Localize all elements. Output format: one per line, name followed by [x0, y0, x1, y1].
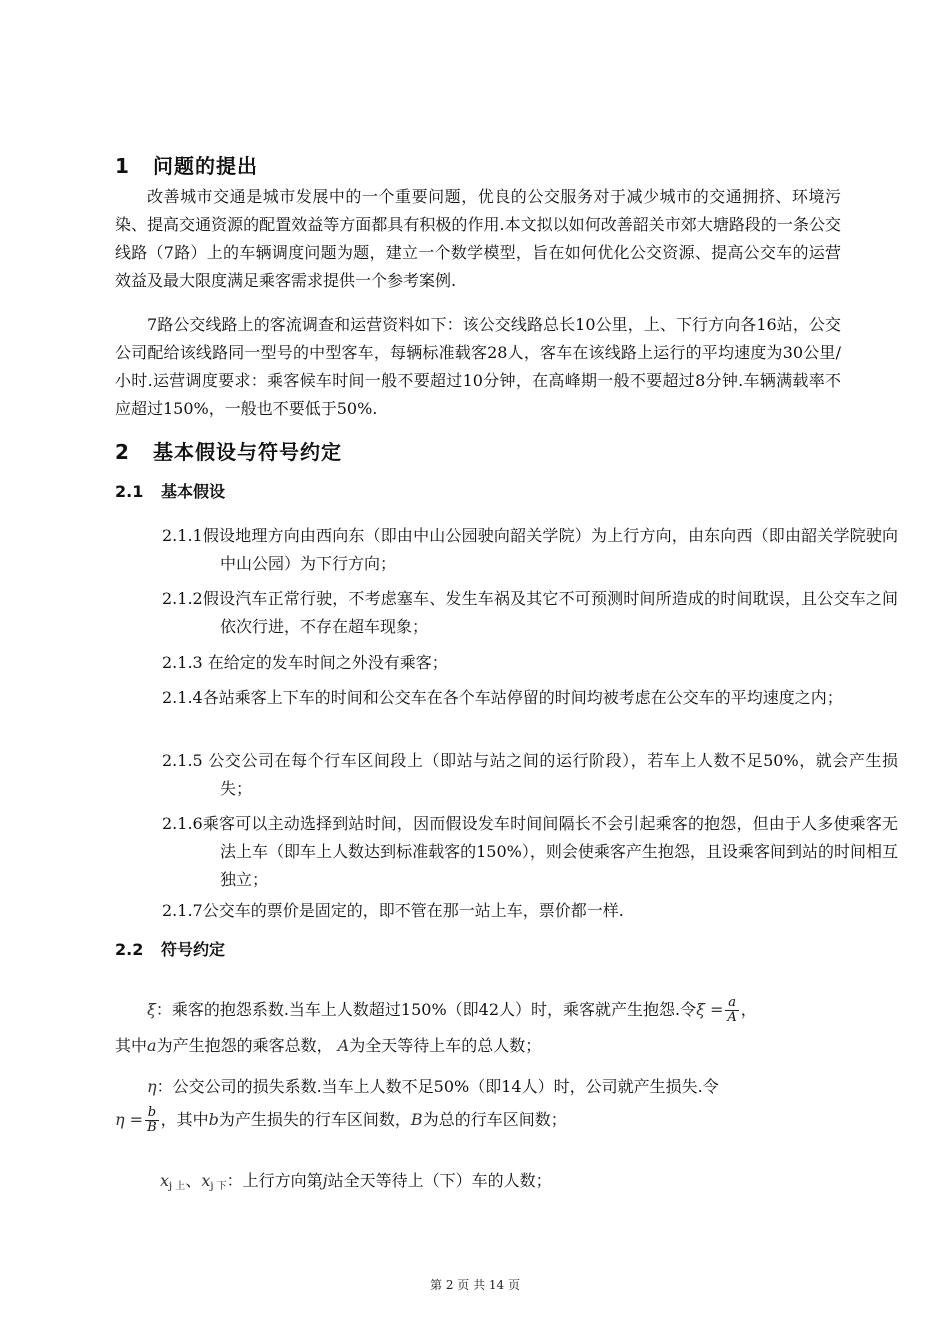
paragraph-intro: 改善城市交通是城市发展中的一个重要问题，优良的公交服务对于减少城市的交通拥挤、环境污染、提高交通资源的配置效益等方面都具有积极的作用.本文拟以如何改善韶关市郊大塘路段的一条公交线路（7路）上的车辆调度问题为题，建立一个数学模型，旨在如何优化公交资源、提高公交车的运营效益及最大限度满足乘客需求提供一个参考案例. [115, 187, 841, 290]
symbol-x-up: x [160, 1171, 170, 1190]
assumption-text: 公交车的票价是固定的，即不管在那一站上车，票价都一样. [202, 901, 624, 920]
punctuation: ， [740, 1000, 757, 1019]
subscript-down: j 下 [210, 1181, 227, 1192]
section-title: 基本假设与符号约定 [153, 440, 342, 464]
symbol-x-down: x [201, 1171, 211, 1190]
definition-text: ：乘客的抱怨系数.当车上人数超过150%（即42人）时，乘客就产生抱怨.令 [155, 1000, 697, 1019]
variable-a: a [147, 1036, 157, 1055]
symbol-xi: ξ [147, 1000, 156, 1019]
definition-text: 站全天等待上（下）车的人数； [327, 1171, 552, 1190]
subsection-title: 符号约定 [161, 940, 226, 959]
variable-b: b [208, 1110, 219, 1129]
fraction-denominator: B [147, 1120, 157, 1135]
subsection-number: 2.2 [115, 940, 144, 959]
definition-text: 其中 [115, 1036, 148, 1055]
assumption-number: 2.1.2 [162, 589, 203, 608]
symbol-eta: η [147, 1077, 157, 1096]
fraction [145, 1106, 159, 1135]
assumption-text: 公交公司在每个行车区间段上（即站与站之间的运行阶段），若车上人数不足50%，就会产生损失； [202, 751, 898, 798]
assumption-text: 乘客可以主动选择到站时间，因而假设发车时间间隔长不会引起乘客的抱怨，但由于人多使乘客无法上车（即车上人数达到标准载客的150%），则会使乘客产生抱怨，且设乘客间到站的时间相互独立； [202, 814, 898, 889]
definition-text: 为总的行车区间数； [422, 1110, 567, 1129]
definition-text: ：上行方向第 [226, 1171, 323, 1190]
definition-text: 为全天等待上车的总人数； [349, 1036, 542, 1055]
formula-lhs: η = [115, 1110, 144, 1129]
variable-j: j [322, 1171, 328, 1190]
subsection-title: 基本假设 [161, 482, 226, 501]
section-1-heading [115, 150, 258, 179]
subsection-number: 2.1 [115, 482, 144, 501]
definition-text: ，其中 [160, 1110, 209, 1129]
symbol-xi-definition [115, 996, 841, 1025]
assumption-number: 2.1.3 [162, 653, 203, 672]
subscript-up: j 上 [169, 1181, 186, 1192]
fraction-numerator: a [725, 996, 738, 1011]
assumption-item [162, 897, 898, 925]
assumption-number: 2.1.7 [162, 901, 203, 920]
assumption-number: 2.1.5 [162, 751, 203, 770]
assumption-text: 在给定的发车时间之外没有乘客； [202, 653, 448, 672]
symbol-eta-definition [115, 1073, 841, 1101]
symbol-x-definition [160, 1167, 841, 1201]
definition-text: 为产生抱怨的乘客总数， [156, 1036, 333, 1055]
page-footer: 第 2 页 共 14 页 [430, 1278, 520, 1292]
fraction-denominator: A [727, 1010, 737, 1025]
separator: 、 [185, 1171, 202, 1190]
section-2-heading [115, 436, 342, 465]
variable-A: A [337, 1036, 350, 1055]
formula-lhs: ξ = [696, 1000, 724, 1019]
definition-text: ：公交公司的损失系数.当车上人数不足50%（即14人）时，公司就产生损失.令 [156, 1077, 719, 1096]
assumption-item [162, 522, 898, 578]
section-number: 1 [115, 154, 130, 178]
assumption-item [162, 747, 898, 803]
assumption-number: 2.1.1 [162, 526, 203, 545]
assumption-text: 假设地理方向由西向东（即由中山公园驶向韶关学院）为上行方向，由东向西（即由韶关学院驶向中山公园）为下行方向； [202, 526, 898, 573]
section-number: 2 [115, 440, 130, 464]
fraction-numerator: b [145, 1106, 159, 1121]
fraction [725, 996, 738, 1025]
assumption-item [162, 810, 898, 894]
variable-B: B [410, 1110, 423, 1129]
assumption-text: 假设汽车正常行驶，不考虑塞车、发生车祸及其它不可预测时间所造成的时间耽误，且公交车之间依次行进，不存在超车现象； [202, 589, 898, 636]
section-title: 问题的提出 [153, 154, 258, 178]
symbol-xi-definition-cont [115, 1032, 841, 1060]
assumption-item [162, 585, 898, 641]
assumption-text: 各站乘客上下车的时间和公交车在各个车站停留的时间均被考虑在公交车的平均速度之内； [202, 688, 843, 707]
symbol-eta-definition-cont [115, 1106, 841, 1135]
definition-text: 为产生损失的行车区间数， [218, 1110, 411, 1129]
paragraph-route-data: 7路公交线路上的客流调查和运营资料如下：该公交线路总长10公里，上、下行方向各16站，公交公司配给该线路同一型号的中型客车，每辆标准载客28人，客车在该线路上运行的平均速度为30公里/小时.运营调度要求：乘客候车时间一般不要超过10分钟，在高峰期一般不要超过8分钟.车辆满载率不应超过150%，一般也不要低于50%. [115, 315, 841, 418]
subsection-2-2-heading [115, 937, 225, 960]
assumption-item [162, 684, 898, 712]
assumption-number: 2.1.6 [162, 814, 203, 833]
subsection-2-1-heading [115, 479, 225, 502]
assumption-item [162, 649, 898, 677]
assumption-number: 2.1.4 [162, 688, 203, 707]
